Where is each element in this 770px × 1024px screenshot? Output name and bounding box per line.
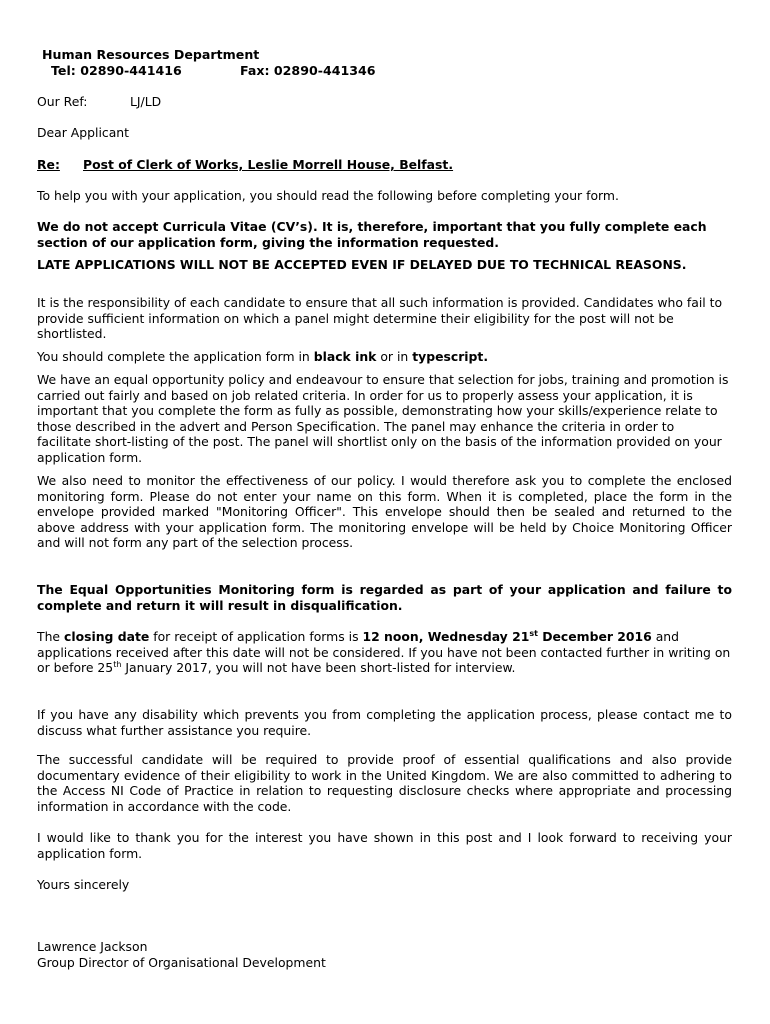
monitoring-paragraph: We also need to monitor the effectiveness of our policy. I would therefore ask you to complete the enclosed monitoring form. Please do not enter your name on this form. When it is completed, place the form in the envelope provided marked "Monitoring Officer". This envelope should then be sealed and returned to the above address with your application form. The monitoring envelope will be held by Choice Monitoring Officer and will not form any part of the selection process. <box>37 473 732 551</box>
black-ink-emphasis: black ink <box>313 349 377 364</box>
disability-paragraph: If you have any disability which prevents you from completing the application process, please contact me to discuss what further assistance you require. <box>37 707 732 738</box>
salutation: Dear Applicant <box>37 125 129 140</box>
signatory-name: Lawrence Jackson <box>37 939 148 954</box>
intro-paragraph: To help you with your application, you should read the following before completing your form. <box>37 188 619 203</box>
late-applications-notice: LATE APPLICATIONS WILL NOT BE ACCEPTED EVEN IF DELAYED DUE TO TECHNICAL REASONS. <box>37 257 687 272</box>
successful-candidate-paragraph: The successful candidate will be required to provide proof of essential qualifications and also provide documentary evidence of their eligibility to work in the United Kingdom. We are also committed to adhering to the Access NI Code of Practice in relation to requesting disclosure checks where appropriate and processing information in accordance with the code. <box>37 752 732 814</box>
closing-line: Yours sincerely <box>37 877 130 892</box>
closing-deadline-month: December 2016 <box>537 629 652 644</box>
ink-text: You should complete the application form in <box>37 349 314 364</box>
closing-text-2: for receipt of application forms is <box>149 629 363 644</box>
thanks-paragraph: I would like to thank you for the interest you have shown in this post and I look forward to receiving your application form. <box>37 830 732 861</box>
subject-label: Re: <box>37 157 60 172</box>
signatory-title: Group Director of Organisational Development <box>37 955 326 970</box>
shortlist-date-suffix: th <box>113 660 122 670</box>
closing-date-emphasis: closing date <box>63 629 150 644</box>
fax-number: Fax: 02890-441346 <box>240 63 376 78</box>
reference-label: Our Ref: <box>37 94 88 109</box>
monitoring-warning: The Equal Opportunities Monitoring form is regarded as part of your application and failure to complete and return it will result in disqualification. <box>37 582 732 613</box>
cv-notice: We do not accept Curricula Vitae (CV’s). It is, therefore, important that you fully complete each section of our application form, giving the information requested. <box>37 219 707 250</box>
subject-title: Post of Clerk of Works, Leslie Morrell House, Belfast. <box>83 157 454 172</box>
our-reference <box>37 94 732 110</box>
closing-text-1: The <box>37 629 64 644</box>
ink-text-middle: or in <box>376 349 413 364</box>
closing-deadline: 12 noon, Wednesday 21 <box>362 629 530 644</box>
closing-text-4: January 2017, you will not have been short-listed for interview. <box>121 660 516 676</box>
department-heading: Human Resources Department <box>42 47 260 62</box>
ink-instruction <box>37 349 732 365</box>
closing-text-3: and applications received after this date will not be considered. If you have not been contacted further in writing on or before 25 <box>37 629 731 676</box>
subject-line <box>37 157 732 173</box>
equal-opportunity-paragraph: We have an equal opportunity policy and endeavour to ensure that selection for jobs, training and promotion is carried out fairly and based on job related criteria. In order for us to properly assess your application, it is important that you complete the form as fully as possible, demonstrating how your skills/experience relate to those described in the advert and Person Specification. The panel may enhance the criteria in order to facilitate short-listing of the post. The panel will shortlist only on the basis of the information provided on your application form. <box>37 372 729 465</box>
typescript-emphasis: typescript. <box>412 349 489 364</box>
responsibility-paragraph: It is the responsibility of each candidate to ensure that all such information is provided. Candidates who fail to provide sufficient information on which a panel might determine their eligibility for the post will not be shortlisted. <box>37 295 723 342</box>
closing-date-paragraph <box>37 629 732 676</box>
reference-value: LJ/LD <box>130 94 162 109</box>
telephone-number: Tel: 02890-441416 <box>51 63 182 78</box>
closing-deadline-suffix: st <box>529 628 538 638</box>
